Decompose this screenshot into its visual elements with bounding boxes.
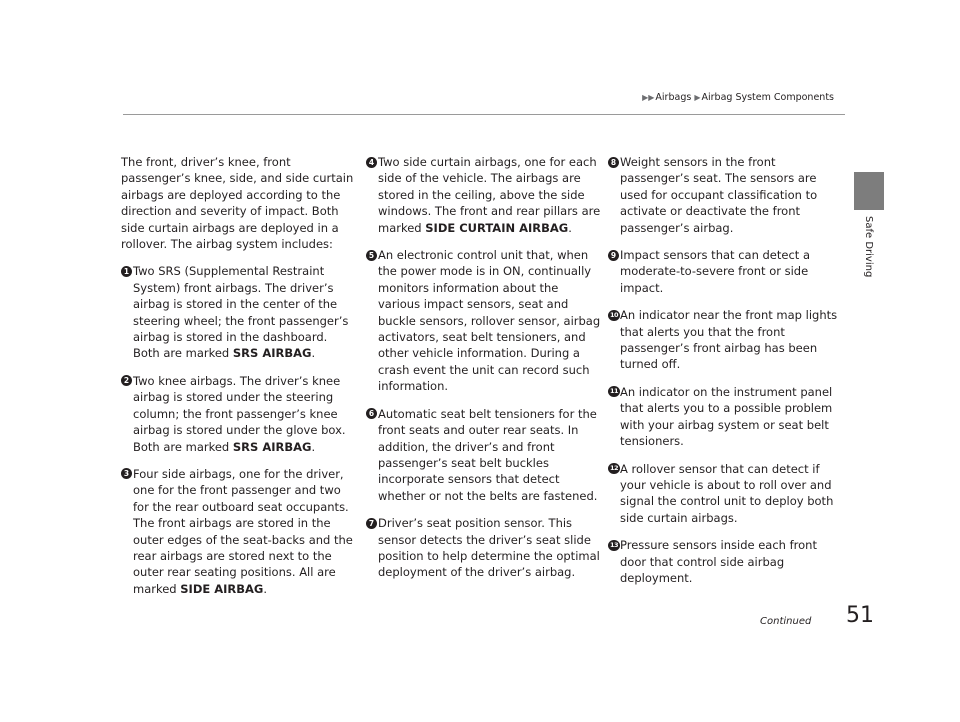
list-item bbox=[121, 263, 357, 361]
column-3 bbox=[608, 154, 844, 597]
number-badge: 12 bbox=[609, 464, 619, 472]
page-number: 51 bbox=[846, 603, 874, 628]
item-text: Weight sensors in the front passenger’s seat. The sensors are used for occupant classification to activate or deactivate the front passenger’s airbag. bbox=[620, 155, 818, 235]
list-item bbox=[608, 461, 844, 527]
section-tab bbox=[854, 172, 884, 210]
number-badge: 4 bbox=[366, 157, 377, 168]
item-text: A rollover sensor that can detect if your vehicle is about to roll over and signal the control unit to deploy both side curtain airbags. bbox=[620, 461, 834, 525]
list-item bbox=[608, 247, 844, 296]
item-text: Two side curtain airbags, one for each side of the vehicle. The airbags are stored in the ceiling, above the side windows. The front and rear pillars are marked bbox=[378, 155, 601, 235]
number-badge: 7 bbox=[366, 518, 377, 529]
continued-label: Continued bbox=[760, 616, 812, 627]
number-badge: 1 bbox=[121, 266, 132, 277]
number-badge: 9 bbox=[608, 250, 619, 261]
item-text: Impact sensors that can detect a moderate-to-severe front or side impact. bbox=[620, 248, 811, 295]
item-text: Two SRS (Supplemental Restraint System) front airbags. The driver’s airbag is stored in the center of the steering wheel; the front passenger’s airbag is stored in the dashboard. Both are marked bbox=[133, 264, 349, 361]
intro-paragraph: The front, driver’s knee, front passenger’s knee, side, and side curtain airbags are deployed according to the direction and severity of impact. Both side curtain airbags are deployed in a rollover. The airbag system includes: bbox=[121, 155, 354, 252]
section-label: Safe Driving bbox=[863, 216, 874, 278]
item-text: Two knee airbags. The driver’s knee airbag is stored under the steering column; the front passenger’s knee airbag is stored under the glove box. Both are marked bbox=[133, 373, 346, 454]
list-item bbox=[608, 154, 844, 236]
number-badge: 2 bbox=[121, 375, 132, 386]
item-bold: SIDE AIRBAG bbox=[180, 581, 264, 596]
number-badge: 8 bbox=[608, 157, 619, 168]
list-item bbox=[121, 373, 357, 455]
item-tail: . bbox=[311, 346, 316, 361]
item-tail: . bbox=[568, 220, 572, 235]
item-text: An electronic control unit that, when the power mode is in ON, continually monitors information about the various impact sensors, seat and buckle sensors, rollover sensor, airbag activators, seat belt tensioners, and other vehicle information. During a crash event the unit can record such information. bbox=[378, 248, 601, 394]
item-text: Four side airbags, one for the driver, one for the front passenger and two for the rear outboard seat occupants. The front airbags are stored in the outer edges of the seat-backs and the rear airbags are stored next to the outer rear seating positions. All are marked bbox=[133, 466, 353, 596]
arrow-icon: ▶▶ bbox=[642, 93, 655, 102]
item-text: An indicator near the front map lights that alerts you that the front passenger’s front airbag has been turned off. bbox=[620, 308, 838, 372]
list-item bbox=[608, 384, 844, 450]
breadcrumb bbox=[0, 92, 834, 103]
item-bold: SIDE CURTAIN AIRBAG bbox=[425, 220, 569, 235]
column-2 bbox=[366, 154, 602, 592]
list-item bbox=[608, 307, 844, 373]
item-bold: SRS AIRBAG bbox=[232, 439, 312, 454]
item-bold: SRS AIRBAG bbox=[232, 346, 312, 361]
item-text: Automatic seat belt tensioners for the front seats and outer rear seats. In addition, the driver’s and front passenger’s seat belt buckles incorporate sensors that detect whether or not the belts are fastened. bbox=[378, 406, 598, 503]
header-divider bbox=[123, 114, 845, 115]
item-tail: . bbox=[263, 581, 268, 596]
list-item bbox=[608, 537, 844, 586]
number-badge: 11 bbox=[609, 387, 619, 396]
list-item bbox=[121, 466, 357, 597]
arrow-icon: ▶ bbox=[694, 93, 701, 102]
item-text: Driver’s seat position sensor. This sensor detects the driver’s seat slide position to help determine the optimal deployment of the driver’s airbag. bbox=[378, 516, 600, 580]
column-1 bbox=[121, 154, 357, 608]
list-item bbox=[366, 515, 602, 581]
number-badge: 6 bbox=[366, 408, 377, 419]
breadcrumb-airbags: Airbags bbox=[655, 92, 692, 103]
list-item bbox=[366, 154, 602, 236]
item-text: Pressure sensors inside each front door that control side airbag deployment. bbox=[620, 538, 817, 585]
list-item bbox=[366, 406, 602, 504]
list-item bbox=[366, 247, 602, 395]
item-text: An indicator on the instrument panel that alerts you to a possible problem with your airbag system or seat belt tensioners. bbox=[620, 384, 833, 449]
number-badge: 5 bbox=[366, 250, 377, 261]
number-badge: 13 bbox=[609, 540, 619, 549]
item-tail: . bbox=[311, 439, 316, 454]
breadcrumb-components: Airbag System Components bbox=[701, 92, 834, 103]
number-badge: 3 bbox=[121, 468, 132, 479]
number-badge: 10 bbox=[609, 310, 619, 319]
